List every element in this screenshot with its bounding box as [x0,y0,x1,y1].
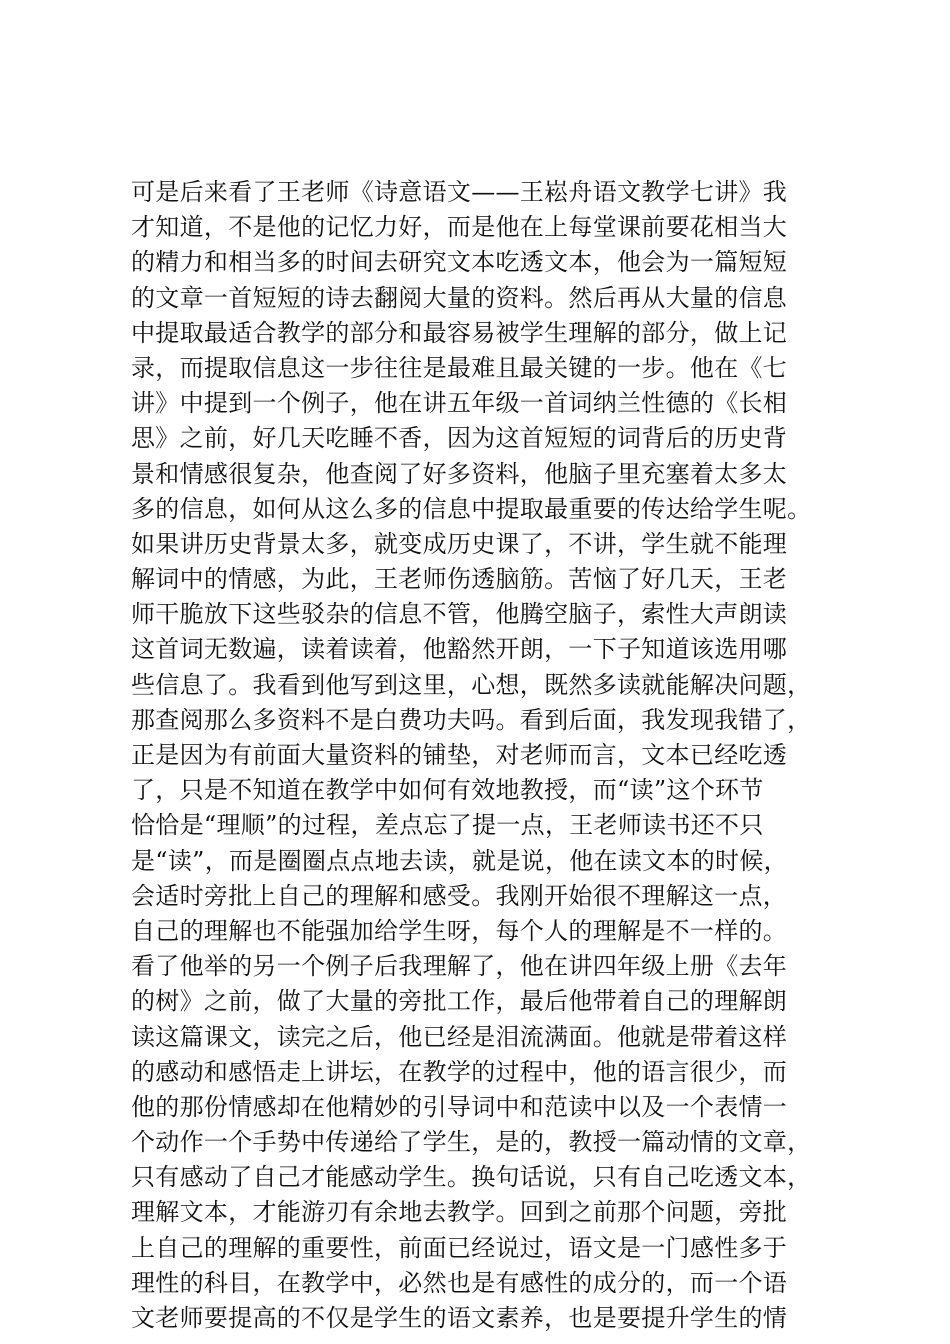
text-line: 文老师要提高的不仅是学生的语文素养，也是要提升学生的情 [131,1304,788,1332]
text-line: 录，而提取信息这一步往往是最难且最关键的一步。他在《七 [131,353,788,382]
text-line: 读这篇课文，读完之后，他已经是泪流满面。他就是带着这样 [131,1022,788,1051]
text-line: 的文章一首短短的诗去翻阅大量的资料。然后再从大量的信息 [131,283,788,312]
text-line: 看了他举的另一个例子后我理解了，他在讲四年级上册《去年 [131,952,788,981]
text-line: 中提取最适合教学的部分和最容易被学生理解的部分，做上记 [131,318,788,347]
text-line: 的感动和感悟走上讲坛，在教学的过程中，他的语言很少，而 [131,1057,788,1086]
text-line: 理解文本，才能游刃有余地去教学。回到之前那个问题，旁批 [131,1198,788,1227]
text-line: 的树》之前，做了大量的旁批工作，最后他带着自己的理解朗 [131,987,788,1016]
text-line: 这首词无数遍，读着读着，他豁然开朗，一下子知道该选用哪 [131,635,788,664]
text-line: 是“读”，而是圈圈点点地去读，就是说，他在读文本的时候， [131,846,788,875]
text-line: 他的那份情感却在他精妙的引导词中和范读中以及一个表情一 [131,1092,788,1121]
text-line: 只有感动了自己才能感动学生。换句话说，只有自己吃透文本， [131,1163,812,1192]
text-line: 些信息了。我看到他写到这里，心想，既然多读就能解决问题， [131,670,812,699]
text-line: 才知道，不是他的记忆力好，而是他在上每堂课前要花相当大 [131,213,788,242]
text-line: 思》之前，好几天吃睡不香，因为这首短短的词背后的历史背 [131,424,788,453]
text-line: 可是后来看了王老师《诗意语文——王崧舟语文教学七讲》我 [131,178,788,206]
text-line: 个动作一个手势中传递给了学生，是的，教授一篇动情的文章， [131,1128,812,1157]
text-line: 理性的科目，在教学中，必然也是有感性的成分的，而一个语 [131,1268,788,1297]
body-paragraph [131,175,851,1336]
text-line: 正是因为有前面大量资料的铺垫，对老师而言，文本已经吃透 [131,741,788,769]
text-line: 会适时旁批上自己的理解和感受。我刚开始很不理解这一点， [131,881,788,910]
text-line: 恰恰是“理顺”的过程，差点忘了提一点，王老师读书还不只 [131,811,764,840]
text-line: 的精力和相当多的时间去研究文本吃透文本，他会为一篇短短 [131,248,788,277]
text-line: 自己的理解也不能强加给学生呀，每个人的理解是不一样的。 [131,916,788,945]
text-line: 讲》中提到一个例子，他在讲五年级一首词纳兰性德的《长相 [131,389,788,418]
text-line: 上自己的理解的重要性，前面已经说过，语文是一门感性多于 [131,1233,788,1262]
text-line: 解词中的情感，为此，王老师伤透脑筋。苦恼了好几天，王老 [131,565,788,594]
text-line: 如果讲历史背景太多，就变成历史课了，不讲，学生就不能理 [131,529,788,558]
text-line: 了，只是不知道在教学中如何有效地教授，而“读”这个环节 [131,776,764,805]
text-line: 师干脆放下这些驳杂的信息不管，他腾空脑子，索性大声朗读 [131,600,788,629]
text-line: 景和情感很复杂，他查阅了好多资料，他脑子里充塞着太多太 [131,459,788,488]
text-line: 多的信息，如何从这么多的信息中提取最重要的传达给学生呢。 [131,494,812,523]
text-line: 那查阅那么多资料不是白费功夫吗。看到后面，我发现我错了， [131,705,812,734]
